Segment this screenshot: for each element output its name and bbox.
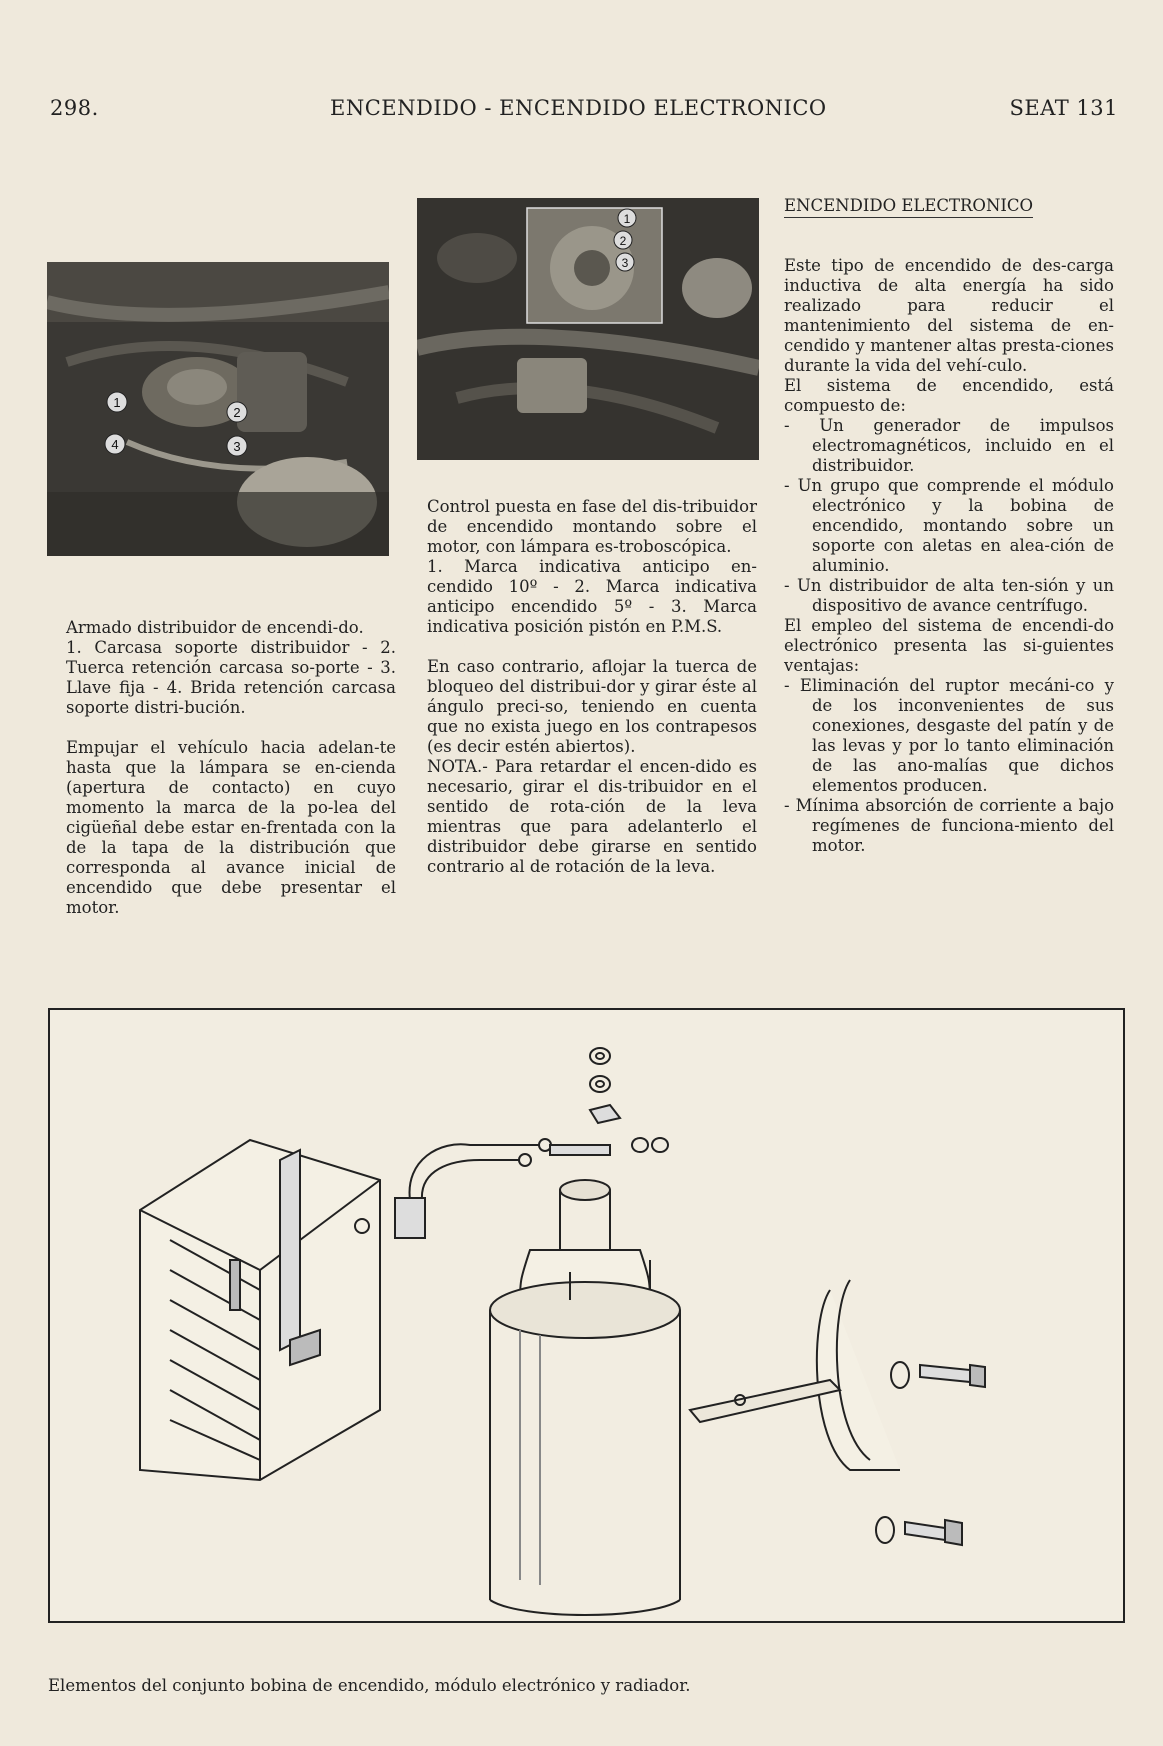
distributor-photo-drawing [47,262,389,556]
photo1-callout-1 [107,392,127,412]
component-item: - Un distribuidor de alta ten-sión y un dispositivo de avance centrífugo. [784,576,1114,615]
svg-text:3: 3 [621,256,629,270]
coil-assembly-drawing [50,1010,1123,1621]
svg-text:4: 4 [111,437,119,452]
distributor-photo [47,262,389,556]
svg-text:2: 2 [619,234,627,248]
component-item: - Un grupo que comprende el módulo electrónico y la bobina de encendido, montando sobre un soporte con aletas en alea-ción de aluminio. [784,476,1114,575]
photo1-caption-title: Armado distribuidor de encendi-do. [66,618,364,637]
page-header [50,96,1118,126]
heatsink-drawing [140,1140,380,1480]
left-column [66,618,396,918]
mounting-bracket-drawing [690,1280,900,1470]
photo1-callout-2 [227,402,247,422]
right-column [784,256,1114,856]
middle-body-text: En caso contrario, aflojar la tuerca de bloqueo del distribui-dor y girar éste al ángulo preci-so, teniendo en cuenta que no exista juego en los contrapesos (es decir estén abiertos). [427,657,757,756]
svg-text:1: 1 [623,212,631,226]
middle-note-text: NOTA.- Para retardar el encen-dido es necesario, girar el dis-tribuidor en el sentido de rota-ción de la leva mientras que para adelanterlo el distribuidor debe girarse en sentido contrario al de rotación de la leva. [427,757,757,876]
photo1-caption-legend: 1. Carcasa soporte distribuidor - 2. Tuerca retención carcasa so-porte - 3. Llave fija - 4. Brida retención carcasa soporte distri-bución. [66,638,396,717]
photo2-callout-2 [614,231,632,249]
component-item: - Un generador de impulsos electromagnéticos, incluido en el distribuidor. [784,416,1114,475]
intro-text: Este tipo de encendido de des-carga inductiva de alta energía ha sido realizado para reducir el mantenimiento del sistema de en-cendido y mantener altas presta-ciones durante la vida del vehí-culo. [784,256,1114,375]
svg-text:1: 1 [113,395,121,410]
photo1-callout-4 [105,434,125,454]
page-title: ENCENDIDO - ENCENDIDO ELECTRONICO [330,96,827,120]
timing-photo [417,198,759,460]
figure-caption: Elementos del conjunto bobina de encendido, módulo electrónico y radiador. [48,1676,691,1695]
photo2-callout-3 [616,253,634,271]
photo2-caption-legend: 1. Marca indicativa anticipo en-cendido 10º - 2. Marca indicativa anticipo encendido 5º - 3. Marca indicativa posición pistón en P.M.S. [427,557,757,636]
photo1-callout-3 [227,436,247,456]
page-number: 298. [50,96,99,120]
advantage-item: - Eliminación del ruptor mecáni-co y de los inconvenientes de sus conexiones, desgaste del patín y de las levas y por lo tanto eliminación de las ano-malías que dichos elementos producen. [784,676,1114,795]
ignition-coil-drawing [490,1180,680,1615]
middle-column [427,497,757,877]
photo2-callout-1 [618,209,636,227]
coil-assembly-figure [48,1008,1125,1623]
left-body-text: Empujar el vehículo hacia adelan-te hasta que la lámpara se en-cienda (apertura de contacto) en cuyo momento la marca de la po-lea del cigüeñal debe estar en-frentada con la de la tapa de la distribución que corresponda al avance inicial de encendido que debe presentar el motor. [66,738,396,917]
advantage-item: - Mínima absorción de corriente a bajo regímenes de funciona-miento del motor. [784,796,1114,855]
brand-label: SEAT 131 [1009,96,1118,120]
photo2-caption-title: Control puesta en fase del dis-tribuidor de encendido montando sobre el motor, con lámpara es-troboscópica. [427,497,757,556]
timing-photo-drawing [417,198,759,460]
hardware-parts-drawing [590,1048,668,1152]
svg-text:3: 3 [233,439,241,454]
svg-text:2: 2 [233,405,241,420]
section-heading: ENCENDIDO ELECTRONICO [784,196,1033,218]
advantages-intro: El empleo del sistema de encendi-do electrónico presenta las si-guientes ventajas: [784,616,1114,675]
composition-text: El sistema de encendido, está compuesto de: [784,376,1114,415]
